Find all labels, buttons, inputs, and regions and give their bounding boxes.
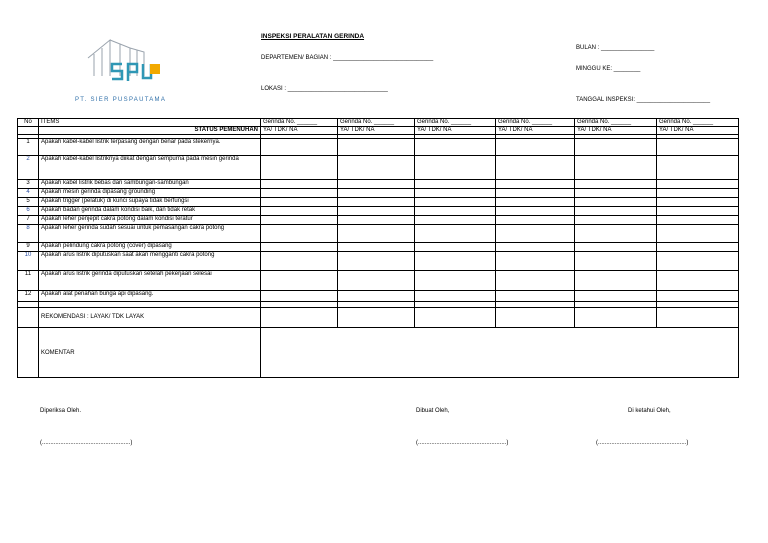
status-options: YA/ TDK/ NA — [657, 127, 739, 135]
item-text: Apakah arus listrik diputuskan saat akan mengganti cakra potong — [39, 252, 261, 271]
status-cell[interactable] — [415, 189, 496, 198]
item-number: 12 — [18, 291, 39, 302]
status-cell[interactable] — [657, 271, 739, 291]
status-cell[interactable] — [261, 198, 338, 207]
checked-by-label: Diperiksa Oleh. — [40, 408, 82, 414]
status-cell[interactable] — [575, 243, 657, 252]
month-field[interactable]: BULAN : ________________ — [576, 45, 655, 51]
gerinda-header[interactable]: Gerinda No. ______ — [496, 119, 575, 127]
empty-cell — [18, 328, 39, 378]
status-cell[interactable] — [415, 180, 496, 189]
table-row — [18, 271, 739, 291]
item-number: 10 — [18, 252, 39, 271]
recommendation-cell[interactable] — [496, 308, 575, 328]
recommendation-label: REKOMENDASI : LAYAK/ TDK LAYAK — [39, 308, 261, 328]
status-cell[interactable] — [575, 252, 657, 271]
status-cell[interactable] — [415, 243, 496, 252]
status-cell[interactable] — [415, 216, 496, 225]
status-cell[interactable] — [261, 180, 338, 189]
status-cell[interactable] — [496, 207, 575, 216]
status-options: YA/ TDK/ NA — [496, 127, 575, 135]
item-number: 8 — [18, 225, 39, 243]
status-cell[interactable] — [338, 216, 415, 225]
status-cell[interactable] — [261, 216, 338, 225]
status-cell[interactable] — [261, 252, 338, 271]
status-cell[interactable] — [415, 225, 496, 243]
made-by-label: Dibuat Oleh, — [416, 408, 450, 414]
status-options: YA/ TDK/ NA — [415, 127, 496, 135]
status-cell[interactable] — [657, 252, 739, 271]
item-number: 7 — [18, 216, 39, 225]
status-cell[interactable] — [575, 216, 657, 225]
status-cell[interactable] — [338, 198, 415, 207]
company-logo — [80, 36, 180, 96]
status-cell[interactable] — [657, 180, 739, 189]
item-number: 2 — [18, 156, 39, 180]
status-cell[interactable] — [338, 243, 415, 252]
status-options: YA/ TDK/ NA — [261, 127, 338, 135]
item-text: Apakah leher penjepit cakra potong dalam kondisi teratur — [39, 216, 261, 225]
status-options: YA/ TDK/ NA — [575, 127, 657, 135]
status-cell[interactable] — [575, 156, 657, 180]
item-number: 5 — [18, 198, 39, 207]
status-cell[interactable] — [496, 252, 575, 271]
status-cell[interactable] — [338, 189, 415, 198]
item-text: Apakah pelindung cakra potong (cover) dipasang — [39, 243, 261, 252]
table-row — [18, 225, 739, 243]
status-cell[interactable] — [338, 225, 415, 243]
table-row — [18, 252, 739, 271]
status-cell[interactable] — [261, 225, 338, 243]
gerinda-header[interactable]: Gerinda No. ______ — [415, 119, 496, 127]
acknowledged-by-label: Di ketahui Oleh, — [628, 408, 671, 414]
status-cell[interactable] — [261, 156, 338, 180]
item-text: Apakah mesin gerinda dipasang grounding — [39, 189, 261, 198]
recommendation-cell[interactable] — [261, 308, 338, 328]
status-cell[interactable] — [261, 189, 338, 198]
status-cell[interactable] — [261, 207, 338, 216]
status-cell[interactable] — [496, 243, 575, 252]
status-cell[interactable] — [657, 216, 739, 225]
comment-label: KOMENTAR — [39, 328, 261, 378]
status-cell[interactable] — [338, 207, 415, 216]
status-cell[interactable] — [338, 271, 415, 291]
location-field[interactable]: LOKASI : ______________________________ — [261, 86, 388, 92]
status-cell[interactable] — [338, 252, 415, 271]
company-name: PT. SIER PUSPAUTAMA — [75, 97, 167, 103]
gerinda-header[interactable]: Gerinda No. ______ — [575, 119, 657, 127]
header-no: No — [18, 119, 39, 127]
item-number: 9 — [18, 243, 39, 252]
status-cell[interactable] — [575, 207, 657, 216]
item-number: 4 — [18, 189, 39, 198]
item-text: Apakah kabel listrik bebas dari sambungan-sambungan — [39, 180, 261, 189]
table-row — [18, 156, 739, 180]
status-cell[interactable] — [415, 291, 496, 302]
signature-line-checked[interactable]: (.....................................................) — [40, 440, 133, 446]
status-cell[interactable] — [496, 291, 575, 302]
status-cell[interactable] — [657, 243, 739, 252]
status-cell[interactable] — [496, 271, 575, 291]
status-cell[interactable] — [575, 189, 657, 198]
recommendation-cell[interactable] — [575, 308, 657, 328]
status-cell[interactable] — [575, 198, 657, 207]
status-cell[interactable] — [657, 207, 739, 216]
status-cell[interactable] — [261, 139, 338, 156]
status-options: YA/ TDK/ NA — [338, 127, 415, 135]
table-row — [18, 216, 739, 225]
comment-field[interactable] — [261, 328, 739, 378]
status-cell[interactable] — [415, 207, 496, 216]
recommendation-cell[interactable] — [415, 308, 496, 328]
status-cell[interactable] — [415, 198, 496, 207]
item-text: Apakah arus listrik gerinda diputuskan setelah pekerjaan selesai — [39, 271, 261, 291]
status-cell[interactable] — [657, 198, 739, 207]
status-cell[interactable] — [575, 225, 657, 243]
recommendation-cell[interactable] — [338, 308, 415, 328]
recommendation-cell[interactable] — [657, 308, 739, 328]
inspection-date-field[interactable]: TANGGAL INSPEKSI: ______________________ — [576, 97, 711, 103]
table-row — [18, 139, 739, 156]
status-cell[interactable] — [575, 180, 657, 189]
status-cell[interactable] — [496, 189, 575, 198]
week-field[interactable]: MINGGU KE: ________ — [576, 66, 641, 72]
status-cell[interactable] — [496, 156, 575, 180]
empty-cell — [18, 308, 39, 328]
status-cell[interactable] — [415, 139, 496, 156]
table-row — [18, 198, 739, 207]
empty-cell — [18, 127, 39, 135]
status-cell[interactable] — [575, 139, 657, 156]
status-cell[interactable] — [415, 252, 496, 271]
table-row — [18, 207, 739, 216]
table-row — [18, 243, 739, 252]
status-cell[interactable] — [415, 156, 496, 180]
status-cell[interactable] — [657, 291, 739, 302]
status-cell[interactable] — [496, 216, 575, 225]
status-cell[interactable] — [496, 198, 575, 207]
inspection-table — [17, 118, 739, 378]
status-cell[interactable] — [338, 291, 415, 302]
status-cell[interactable] — [496, 180, 575, 189]
status-cell[interactable] — [575, 291, 657, 302]
status-label: STATUS PEMENUHAN — [39, 127, 261, 135]
table-row — [18, 180, 739, 189]
item-number: 6 — [18, 207, 39, 216]
item-number: 11 — [18, 271, 39, 291]
status-cell[interactable] — [261, 291, 338, 302]
table-row — [18, 291, 739, 302]
status-cell[interactable] — [261, 271, 338, 291]
department-field[interactable]: DEPARTEMEN/ BAGIAN : ______________________________ — [261, 55, 434, 61]
item-text: Apakah alat penahan bunga api dipasang. — [39, 291, 261, 302]
item-number: 1 — [18, 139, 39, 156]
item-text: Apakah leher gerinda sudah sesuai untuk pemasangan cakra potong — [39, 225, 261, 243]
status-cell[interactable] — [575, 271, 657, 291]
status-cell[interactable] — [496, 139, 575, 156]
item-text: Apakah kabel-kabel listriknya diikat dengan sempurna pada mesin gerinda — [39, 156, 261, 180]
item-number: 3 — [18, 180, 39, 189]
status-cell[interactable] — [657, 156, 739, 180]
signature-line-acknowledged[interactable]: (.....................................................) — [596, 440, 689, 446]
status-cell[interactable] — [338, 180, 415, 189]
status-cell[interactable] — [338, 156, 415, 180]
status-cell[interactable] — [657, 189, 739, 198]
table-row — [18, 189, 739, 198]
form-title: INSPEKSI PERALATAN GERINDA — [261, 33, 365, 40]
gerinda-header[interactable]: Gerinda No. ______ — [261, 119, 338, 127]
item-text: Apakah kabel-kabel listrik terpasang dengan benar pada stekernya. — [39, 139, 261, 156]
status-cell[interactable] — [338, 139, 415, 156]
item-text: Apakah trigger (pelatuk) di kunci supaya tidak berfungsi — [39, 198, 261, 207]
gerinda-header[interactable]: Gerinda No. ______ — [657, 119, 739, 127]
header-items: ITEMS — [39, 119, 261, 127]
status-cell[interactable] — [657, 139, 739, 156]
status-cell[interactable] — [657, 225, 739, 243]
signature-line-made[interactable]: (.....................................................) — [416, 440, 509, 446]
status-cell[interactable] — [415, 271, 496, 291]
status-cell[interactable] — [261, 243, 338, 252]
gerinda-header[interactable]: Gerinda No. ______ — [338, 119, 415, 127]
status-cell[interactable] — [496, 225, 575, 243]
item-text: Apakah badan gerinda dalam kondisi baik, dan tidak retak — [39, 207, 261, 216]
